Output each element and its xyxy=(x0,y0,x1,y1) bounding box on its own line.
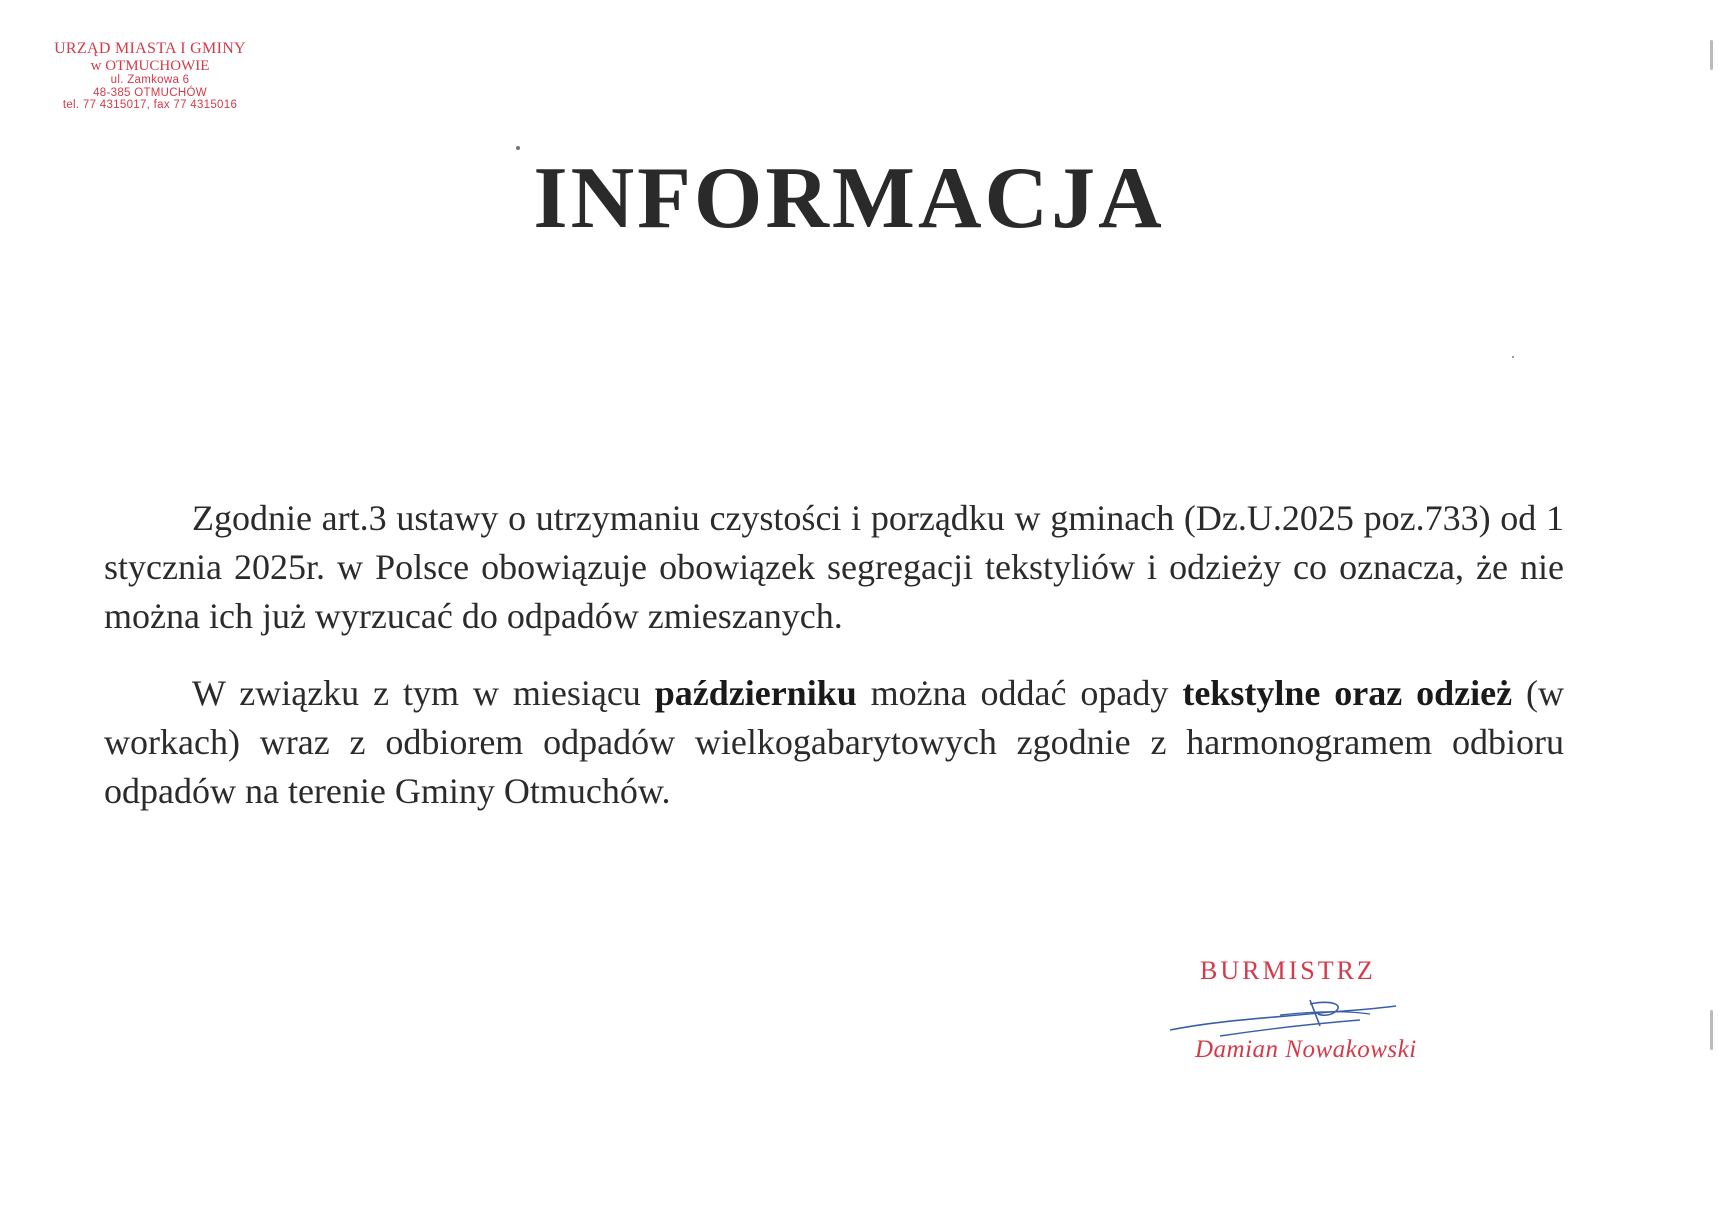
stamp-phone-fax: tel. 77 4315017, fax 77 4315016 xyxy=(62,99,238,112)
paragraph-collection-info xyxy=(104,669,1564,816)
signatory-title: BURMISTRZ xyxy=(1200,956,1376,985)
paragraph2-text-2: można oddać opady xyxy=(856,673,1183,713)
scan-speck xyxy=(1512,356,1514,358)
scan-edge-mark xyxy=(1710,40,1713,70)
signatory-name: Damian Nowakowski xyxy=(1195,1036,1417,1063)
scan-edge-mark xyxy=(1710,1010,1713,1050)
paragraph2-month: październiku xyxy=(654,673,857,713)
paragraph2-text-3: (w workach) wraz z odbiorem odpadów wielkogabarytowych zgodnie z harmonogramem odbioru odpadów na terenie Gminy Otmuchów. xyxy=(104,673,1564,811)
paragraph2-text-1: W związku z tym w miesiącu xyxy=(192,673,655,713)
paragraph2-waste-type: tekstylne oraz odzież xyxy=(1182,673,1513,713)
scan-speck xyxy=(516,146,520,150)
stamp-office-town: w OTMUCHOWIE xyxy=(90,57,210,74)
stamp-street: ul. Zamkowa 6 xyxy=(110,74,190,87)
stamp-office-name: URZĄD MIASTA I GMINY xyxy=(54,40,246,57)
document-title: INFORMACJA xyxy=(533,150,1165,247)
stamp-postal-code: 48-385 OTMUCHÓW xyxy=(93,86,207,99)
office-stamp xyxy=(30,40,270,112)
paragraph-legal-basis: Zgodnie art.3 ustawy o utrzymaniu czystości i porządku w gminach (Dz.U.2025 poz.733) od 1 stycznia 2025r. w Polsce obowiązuje obowiązek segregacji tekstyliów i odzieży co oznacza, że nie można ich już wyrzucać do odpadów zmieszanych. xyxy=(104,498,1564,636)
